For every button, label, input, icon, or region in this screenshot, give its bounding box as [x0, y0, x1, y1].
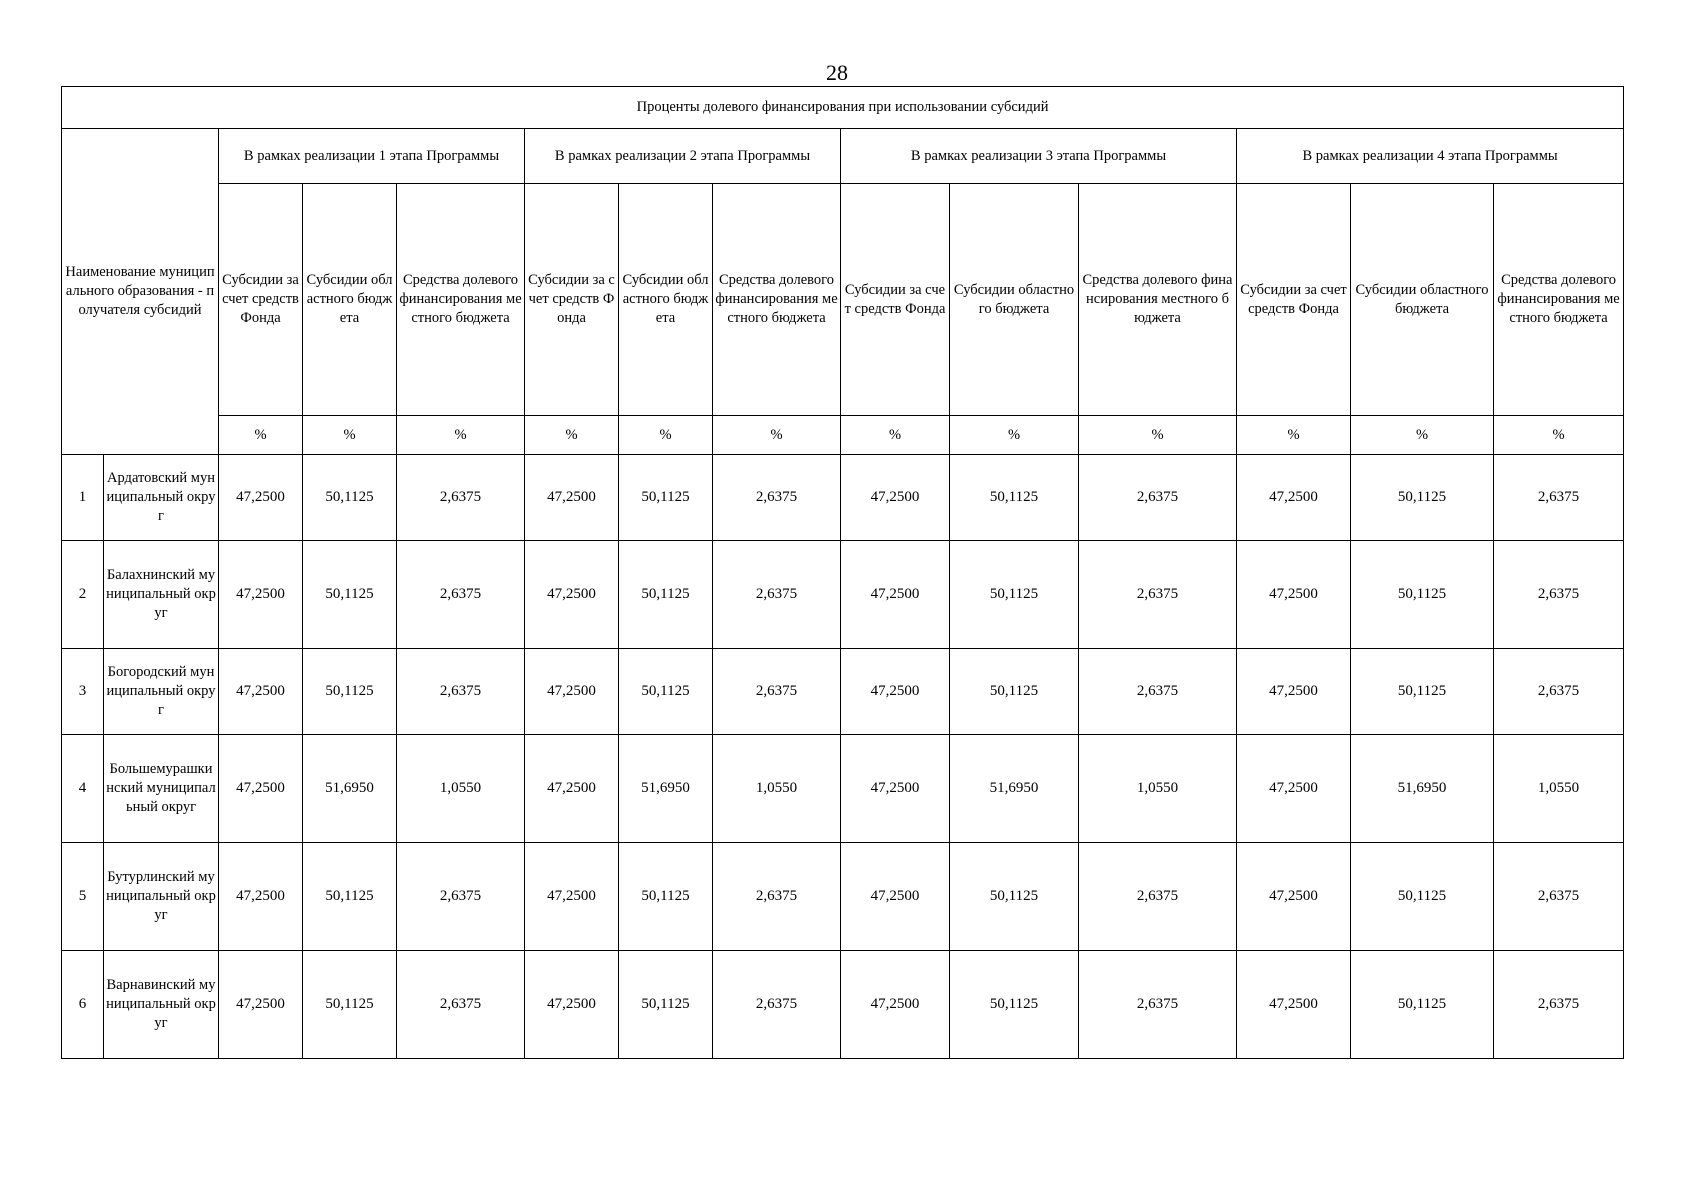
fund-subsidy-header: Субсидии за счет средств Фонда: [841, 184, 950, 416]
municipality-name: Большемурашкинский муниципальный округ: [104, 735, 219, 843]
percent-value: 47,2500: [525, 735, 619, 843]
percent-value: 2,6375: [1079, 843, 1237, 951]
table-row: [62, 843, 1624, 951]
percent-value: 47,2500: [1237, 843, 1351, 951]
percent-value: 50,1125: [950, 455, 1079, 541]
table-row: [62, 649, 1624, 735]
local-budget-share-header: Средства долевого финансирования местного бюджета: [1494, 184, 1624, 416]
percent-value: 47,2500: [219, 455, 303, 541]
percent-value: 47,2500: [219, 541, 303, 649]
municipality-name: Богородский муниципальный округ: [104, 649, 219, 735]
stage-header-row: [62, 129, 1624, 184]
percent-value: 47,2500: [525, 455, 619, 541]
percent-value: 50,1125: [619, 951, 713, 1059]
municipality-name: Балахнинский муниципальный округ: [104, 541, 219, 649]
percent-value: 50,1125: [1351, 649, 1494, 735]
percent-value: 1,0550: [713, 735, 841, 843]
percent-value: 50,1125: [1351, 541, 1494, 649]
percent-value: 50,1125: [950, 843, 1079, 951]
row-number: 6: [62, 951, 104, 1059]
table-row: [62, 541, 1624, 649]
stage-4-header: В рамках реализации 4 этапа Программы: [1237, 129, 1624, 184]
percent-value: 47,2500: [841, 735, 950, 843]
fund-subsidy-header: Субсидии за счет средств Фонда: [219, 184, 303, 416]
percent-value: 51,6950: [619, 735, 713, 843]
table-title: Проценты долевого финансирования при использовании субсидий: [62, 87, 1624, 129]
percent-value: 50,1125: [303, 649, 397, 735]
fund-subsidy-header: Субсидии за счет средств Фонда: [525, 184, 619, 416]
local-budget-share-header: Средства долевого финансирования местного бюджета: [397, 184, 525, 416]
unit-cell: %: [1494, 416, 1624, 455]
percent-value: 50,1125: [303, 541, 397, 649]
unit-cell: %: [713, 416, 841, 455]
percent-value: 2,6375: [1494, 649, 1624, 735]
unit-cell: %: [303, 416, 397, 455]
row-number: 4: [62, 735, 104, 843]
fund-subsidy-header: Субсидии за счет средств Фонда: [1237, 184, 1351, 416]
percent-value: 50,1125: [303, 843, 397, 951]
page-number: 28: [826, 60, 848, 85]
column-header-row: [62, 184, 1624, 416]
percent-value: 2,6375: [713, 455, 841, 541]
local-budget-share-header: Средства долевого финансирования местного бюджета: [713, 184, 841, 416]
percent-value: 51,6950: [303, 735, 397, 843]
percent-value: 51,6950: [950, 735, 1079, 843]
percent-value: 47,2500: [1237, 455, 1351, 541]
percent-value: 47,2500: [841, 951, 950, 1059]
percent-value: 2,6375: [397, 541, 525, 649]
percent-value: 50,1125: [303, 951, 397, 1059]
percent-value: 47,2500: [841, 649, 950, 735]
stage-1-header: В рамках реализации 1 этапа Программы: [219, 129, 525, 184]
unit-cell: %: [525, 416, 619, 455]
table-row: [62, 735, 1624, 843]
percent-value: 50,1125: [1351, 843, 1494, 951]
percent-value: 47,2500: [219, 735, 303, 843]
percent-value: 2,6375: [713, 843, 841, 951]
percent-value: 50,1125: [950, 951, 1079, 1059]
percent-value: 47,2500: [525, 951, 619, 1059]
unit-cell: %: [619, 416, 713, 455]
percent-value: 2,6375: [713, 649, 841, 735]
percent-value: 50,1125: [303, 455, 397, 541]
percent-value: 2,6375: [1079, 649, 1237, 735]
row-number: 1: [62, 455, 104, 541]
percent-value: 47,2500: [1237, 951, 1351, 1059]
stage-2-header: В рамках реализации 2 этапа Программы: [525, 129, 841, 184]
percent-value: 2,6375: [1079, 541, 1237, 649]
percent-value: 47,2500: [841, 455, 950, 541]
percent-value: 2,6375: [397, 455, 525, 541]
unit-cell: %: [1351, 416, 1494, 455]
percent-value: 2,6375: [1494, 455, 1624, 541]
percent-value: 47,2500: [1237, 649, 1351, 735]
percent-value: 2,6375: [1494, 843, 1624, 951]
percent-value: 1,0550: [397, 735, 525, 843]
cofinancing-table: [61, 86, 1624, 1059]
percent-value: 47,2500: [841, 541, 950, 649]
municipality-name: Ардатовский муниципальный округ: [104, 455, 219, 541]
unit-cell: %: [841, 416, 950, 455]
percent-value: 2,6375: [1079, 951, 1237, 1059]
percent-value: 2,6375: [397, 649, 525, 735]
row-number: 5: [62, 843, 104, 951]
unit-cell: %: [1237, 416, 1351, 455]
percent-value: 2,6375: [1079, 455, 1237, 541]
percent-value: 47,2500: [841, 843, 950, 951]
row-number: 2: [62, 541, 104, 649]
percent-value: 2,6375: [713, 951, 841, 1059]
municipality-name: Бутурлинский муниципальный округ: [104, 843, 219, 951]
percent-value: 47,2500: [525, 649, 619, 735]
percent-value: 47,2500: [1237, 541, 1351, 649]
percent-value: 50,1125: [1351, 951, 1494, 1059]
percent-value: 50,1125: [950, 541, 1079, 649]
percent-value: 50,1125: [619, 541, 713, 649]
unit-cell: %: [950, 416, 1079, 455]
percent-value: 47,2500: [525, 541, 619, 649]
unit-cell: %: [1079, 416, 1237, 455]
row-number: 3: [62, 649, 104, 735]
percent-value: 47,2500: [525, 843, 619, 951]
percent-value: 50,1125: [950, 649, 1079, 735]
local-budget-share-header: Средства долевого финансирования местного бюджета: [1079, 184, 1237, 416]
percent-value: 1,0550: [1079, 735, 1237, 843]
municipality-name: Варнавинский муниципальный округ: [104, 951, 219, 1059]
regional-subsidy-header: Субсидии областного бюджета: [303, 184, 397, 416]
unit-cell: %: [219, 416, 303, 455]
unit-cell: %: [397, 416, 525, 455]
percent-value: 2,6375: [397, 843, 525, 951]
percent-value: 2,6375: [1494, 541, 1624, 649]
percent-value: 50,1125: [619, 455, 713, 541]
percent-value: 1,0550: [1494, 735, 1624, 843]
percent-value: 47,2500: [219, 843, 303, 951]
percent-value: 50,1125: [619, 649, 713, 735]
percent-value: 47,2500: [219, 649, 303, 735]
percent-value: 2,6375: [397, 951, 525, 1059]
regional-subsidy-header: Субсидии областного бюджета: [619, 184, 713, 416]
percent-value: 50,1125: [1351, 455, 1494, 541]
percent-value: 51,6950: [1351, 735, 1494, 843]
table-row: [62, 951, 1624, 1059]
municipality-name-header: Наименование муниципального образования - получателя субсидий: [62, 129, 219, 455]
percent-value: 47,2500: [1237, 735, 1351, 843]
percent-value: 2,6375: [1494, 951, 1624, 1059]
stage-3-header: В рамках реализации 3 этапа Программы: [841, 129, 1237, 184]
percent-value: 47,2500: [219, 951, 303, 1059]
percent-value: 2,6375: [713, 541, 841, 649]
table-title-row: [62, 87, 1624, 129]
unit-row: [62, 416, 1624, 455]
percent-value: 50,1125: [619, 843, 713, 951]
regional-subsidy-header: Субсидии областного бюджета: [950, 184, 1079, 416]
regional-subsidy-header: Субсидии областного бюджета: [1351, 184, 1494, 416]
table-row: [62, 455, 1624, 541]
